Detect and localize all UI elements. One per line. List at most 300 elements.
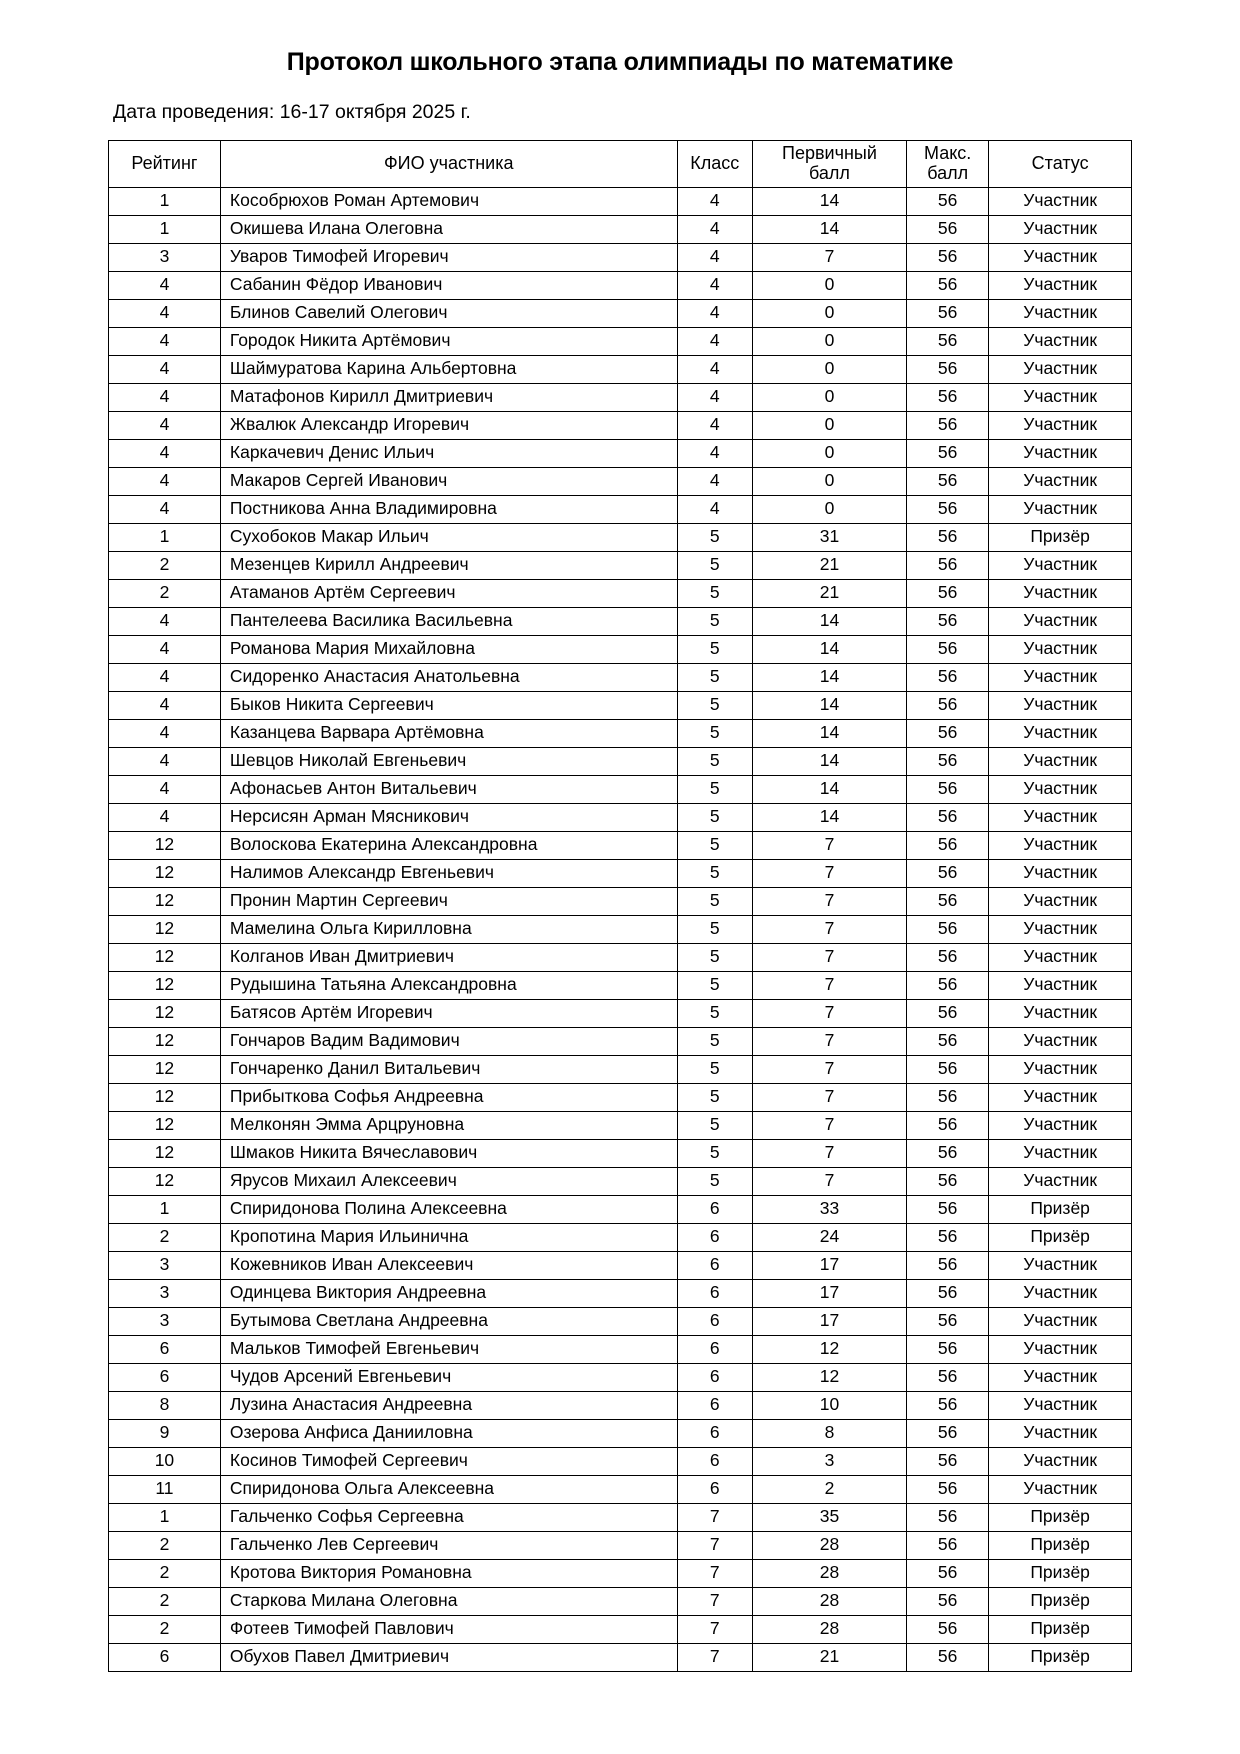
table-row [109, 1615, 1132, 1643]
table-row [109, 971, 1132, 999]
cell-rank: 4 [109, 803, 221, 831]
table-row [109, 1447, 1132, 1475]
cell-max: 56 [907, 1055, 989, 1083]
cell-rank: 2 [109, 1223, 221, 1251]
cell-status: Участник [989, 1335, 1132, 1363]
table-row [109, 775, 1132, 803]
cell-status: Призёр [989, 1223, 1132, 1251]
cell-rank: 2 [109, 579, 221, 607]
cell-grade: 4 [677, 411, 752, 439]
cell-name: Спиридонова Ольга Алексеевна [220, 1475, 677, 1503]
cell-status: Участник [989, 1279, 1132, 1307]
cell-rank: 4 [109, 607, 221, 635]
cell-status: Участник [989, 215, 1132, 243]
cell-name: Сидоренко Анастасия Анатольевна [220, 663, 677, 691]
cell-status: Участник [989, 1447, 1132, 1475]
cell-rank: 1 [109, 187, 221, 215]
cell-name: Нерсисян Арман Мясникович [220, 803, 677, 831]
cell-name: Сабанин Фёдор Иванович [220, 271, 677, 299]
cell-grade: 6 [677, 1223, 752, 1251]
cell-name: Постникова Анна Владимировна [220, 495, 677, 523]
cell-name: Обухов Павел Дмитриевич [220, 1643, 677, 1671]
cell-rank: 12 [109, 1111, 221, 1139]
cell-max: 56 [907, 299, 989, 327]
cell-name: Старкова Милана Олеговна [220, 1587, 677, 1615]
cell-grade: 6 [677, 1391, 752, 1419]
cell-grade: 6 [677, 1335, 752, 1363]
cell-score: 21 [752, 1643, 906, 1671]
cell-score: 17 [752, 1279, 906, 1307]
cell-rank: 12 [109, 999, 221, 1027]
table-row [109, 467, 1132, 495]
cell-score: 0 [752, 327, 906, 355]
cell-grade: 5 [677, 747, 752, 775]
cell-status: Призёр [989, 1503, 1132, 1531]
cell-name: Одинцева Виктория Андреевна [220, 1279, 677, 1307]
table-row [109, 551, 1132, 579]
cell-max: 56 [907, 467, 989, 495]
cell-score: 2 [752, 1475, 906, 1503]
cell-grade: 5 [677, 1167, 752, 1195]
table-row [109, 383, 1132, 411]
cell-rank: 2 [109, 1531, 221, 1559]
cell-grade: 7 [677, 1531, 752, 1559]
cell-status: Участник [989, 719, 1132, 747]
table-row [109, 831, 1132, 859]
cell-score: 28 [752, 1559, 906, 1587]
cell-status: Участник [989, 355, 1132, 383]
cell-rank: 12 [109, 1083, 221, 1111]
table-row [109, 439, 1132, 467]
table-row [109, 1223, 1132, 1251]
cell-rank: 12 [109, 859, 221, 887]
cell-rank: 12 [109, 831, 221, 859]
table-row [109, 859, 1132, 887]
cell-status: Участник [989, 943, 1132, 971]
cell-max: 56 [907, 355, 989, 383]
cell-rank: 4 [109, 775, 221, 803]
cell-status: Участник [989, 243, 1132, 271]
cell-max: 56 [907, 691, 989, 719]
table-row [109, 1195, 1132, 1223]
table-row [109, 887, 1132, 915]
cell-max: 56 [907, 411, 989, 439]
table-row [109, 411, 1132, 439]
cell-rank: 9 [109, 1419, 221, 1447]
cell-status: Участник [989, 187, 1132, 215]
cell-grade: 5 [677, 999, 752, 1027]
table-body [109, 187, 1132, 1671]
cell-rank: 3 [109, 1279, 221, 1307]
cell-score: 7 [752, 915, 906, 943]
table-row [109, 523, 1132, 551]
cell-grade: 5 [677, 1027, 752, 1055]
cell-max: 56 [907, 663, 989, 691]
cell-rank: 4 [109, 271, 221, 299]
cell-grade: 6 [677, 1447, 752, 1475]
cell-name: Налимов Александр Евгеньевич [220, 859, 677, 887]
cell-score: 3 [752, 1447, 906, 1475]
cell-name: Батясов Артём Игоревич [220, 999, 677, 1027]
cell-score: 14 [752, 775, 906, 803]
cell-max: 56 [907, 1391, 989, 1419]
cell-score: 14 [752, 215, 906, 243]
cell-max: 56 [907, 1083, 989, 1111]
cell-name: Гончаренко Данил Витальевич [220, 1055, 677, 1083]
cell-rank: 4 [109, 663, 221, 691]
cell-rank: 12 [109, 1139, 221, 1167]
cell-score: 7 [752, 971, 906, 999]
cell-max: 56 [907, 383, 989, 411]
cell-rank: 3 [109, 1307, 221, 1335]
cell-grade: 7 [677, 1587, 752, 1615]
cell-status: Участник [989, 1475, 1132, 1503]
cell-max: 56 [907, 271, 989, 299]
table-header [109, 141, 1132, 188]
cell-max: 56 [907, 523, 989, 551]
table-row [109, 1027, 1132, 1055]
cell-grade: 4 [677, 467, 752, 495]
column-header-max-line2: балл [927, 162, 969, 183]
table-row [109, 1139, 1132, 1167]
cell-name: Рудышина Татьяна Александровна [220, 971, 677, 999]
cell-name: Шаймуратова Карина Альбертовна [220, 355, 677, 383]
cell-name: Окишева Илана Олеговна [220, 215, 677, 243]
cell-rank: 12 [109, 887, 221, 915]
cell-grade: 5 [677, 1111, 752, 1139]
cell-grade: 6 [677, 1475, 752, 1503]
cell-score: 7 [752, 243, 906, 271]
cell-status: Участник [989, 635, 1132, 663]
cell-grade: 4 [677, 299, 752, 327]
table-row [109, 1643, 1132, 1671]
cell-grade: 4 [677, 215, 752, 243]
cell-name: Романова Мария Михайловна [220, 635, 677, 663]
cell-status: Участник [989, 691, 1132, 719]
cell-name: Каркачевич Денис Ильич [220, 439, 677, 467]
cell-score: 14 [752, 719, 906, 747]
cell-status: Участник [989, 1307, 1132, 1335]
table-row [109, 747, 1132, 775]
cell-max: 56 [907, 495, 989, 523]
cell-rank: 1 [109, 523, 221, 551]
cell-max: 56 [907, 579, 989, 607]
table-row [109, 1307, 1132, 1335]
cell-score: 0 [752, 411, 906, 439]
table-row [109, 327, 1132, 355]
cell-score: 0 [752, 439, 906, 467]
cell-rank: 2 [109, 1615, 221, 1643]
cell-name: Ярусов Михаил Алексеевич [220, 1167, 677, 1195]
cell-score: 7 [752, 999, 906, 1027]
cell-status: Участник [989, 1027, 1132, 1055]
cell-score: 0 [752, 495, 906, 523]
table-row [109, 1559, 1132, 1587]
cell-status: Участник [989, 411, 1132, 439]
cell-rank: 2 [109, 1559, 221, 1587]
cell-name: Шевцов Николай Евгеньевич [220, 747, 677, 775]
cell-status: Участник [989, 1083, 1132, 1111]
cell-grade: 6 [677, 1251, 752, 1279]
cell-score: 14 [752, 187, 906, 215]
cell-score: 0 [752, 271, 906, 299]
cell-status: Призёр [989, 1531, 1132, 1559]
cell-rank: 4 [109, 411, 221, 439]
cell-status: Участник [989, 663, 1132, 691]
cell-rank: 3 [109, 1251, 221, 1279]
table-row [109, 607, 1132, 635]
cell-max: 56 [907, 1475, 989, 1503]
cell-score: 35 [752, 1503, 906, 1531]
cell-rank: 6 [109, 1335, 221, 1363]
table-row [109, 1251, 1132, 1279]
column-header-grade: Класс [677, 141, 752, 188]
cell-grade: 4 [677, 243, 752, 271]
cell-max: 56 [907, 439, 989, 467]
cell-score: 14 [752, 803, 906, 831]
table-row [109, 691, 1132, 719]
cell-max: 56 [907, 1503, 989, 1531]
table-row [109, 1419, 1132, 1447]
cell-score: 12 [752, 1335, 906, 1363]
cell-name: Городок Никита Артёмович [220, 327, 677, 355]
cell-name: Гальченко Софья Сергеевна [220, 1503, 677, 1531]
cell-status: Участник [989, 915, 1132, 943]
cell-max: 56 [907, 1307, 989, 1335]
cell-score: 28 [752, 1531, 906, 1559]
cell-rank: 4 [109, 719, 221, 747]
cell-name: Сухобоков Макар Ильич [220, 523, 677, 551]
cell-score: 14 [752, 691, 906, 719]
table-row [109, 495, 1132, 523]
cell-status: Участник [989, 467, 1132, 495]
cell-name: Жвалюк Александр Игоревич [220, 411, 677, 439]
cell-status: Участник [989, 327, 1132, 355]
cell-rank: 6 [109, 1643, 221, 1671]
cell-grade: 5 [677, 691, 752, 719]
cell-rank: 4 [109, 635, 221, 663]
cell-name: Косинов Тимофей Сергеевич [220, 1447, 677, 1475]
cell-status: Участник [989, 271, 1132, 299]
cell-score: 7 [752, 1083, 906, 1111]
cell-name: Атаманов Артём Сергеевич [220, 579, 677, 607]
cell-score: 14 [752, 607, 906, 635]
cell-grade: 7 [677, 1643, 752, 1671]
cell-status: Участник [989, 1391, 1132, 1419]
cell-status: Призёр [989, 523, 1132, 551]
cell-score: 14 [752, 663, 906, 691]
cell-grade: 5 [677, 523, 752, 551]
event-date-line: Дата проведения: 16-17 октября 2025 г. [113, 101, 471, 123]
cell-score: 7 [752, 1167, 906, 1195]
cell-status: Участник [989, 803, 1132, 831]
page-title: Протокол школьного этапа олимпиады по математике [286, 48, 954, 76]
table-row [109, 943, 1132, 971]
cell-score: 7 [752, 831, 906, 859]
cell-status: Призёр [989, 1643, 1132, 1671]
cell-name: Гончаров Вадим Вадимович [220, 1027, 677, 1055]
cell-name: Макаров Сергей Иванович [220, 467, 677, 495]
cell-name: Мамелина Ольга Кирилловна [220, 915, 677, 943]
results-table [108, 140, 1132, 1672]
cell-score: 21 [752, 551, 906, 579]
cell-name: Прибыткова Софья Андреевна [220, 1083, 677, 1111]
cell-score: 0 [752, 383, 906, 411]
cell-grade: 4 [677, 439, 752, 467]
cell-rank: 12 [109, 915, 221, 943]
cell-name: Кротова Виктория Романовна [220, 1559, 677, 1587]
cell-rank: 4 [109, 691, 221, 719]
cell-max: 56 [907, 719, 989, 747]
cell-grade: 6 [677, 1419, 752, 1447]
cell-rank: 12 [109, 1055, 221, 1083]
cell-rank: 3 [109, 243, 221, 271]
cell-max: 56 [907, 551, 989, 579]
cell-status: Участник [989, 1419, 1132, 1447]
cell-rank: 12 [109, 1027, 221, 1055]
cell-name: Пронин Мартин Сергеевич [220, 887, 677, 915]
cell-rank: 12 [109, 1167, 221, 1195]
cell-max: 56 [907, 1587, 989, 1615]
cell-name: Мезенцев Кирилл Андреевич [220, 551, 677, 579]
cell-grade: 5 [677, 971, 752, 999]
table-row [109, 1363, 1132, 1391]
cell-name: Быков Никита Сергеевич [220, 691, 677, 719]
cell-grade: 7 [677, 1503, 752, 1531]
cell-status: Участник [989, 747, 1132, 775]
table-row [109, 1083, 1132, 1111]
cell-max: 56 [907, 1167, 989, 1195]
cell-grade: 5 [677, 803, 752, 831]
table-row [109, 999, 1132, 1027]
cell-max: 56 [907, 1139, 989, 1167]
cell-score: 24 [752, 1223, 906, 1251]
cell-max: 56 [907, 187, 989, 215]
table-header-row [109, 141, 1132, 188]
cell-max: 56 [907, 635, 989, 663]
cell-rank: 2 [109, 1587, 221, 1615]
cell-max: 56 [907, 1195, 989, 1223]
table-row [109, 915, 1132, 943]
cell-score: 28 [752, 1615, 906, 1643]
cell-grade: 6 [677, 1279, 752, 1307]
cell-status: Участник [989, 299, 1132, 327]
cell-max: 56 [907, 775, 989, 803]
cell-status: Призёр [989, 1195, 1132, 1223]
cell-max: 56 [907, 887, 989, 915]
cell-max: 56 [907, 1643, 989, 1671]
cell-score: 33 [752, 1195, 906, 1223]
cell-grade: 7 [677, 1615, 752, 1643]
cell-score: 31 [752, 523, 906, 551]
table-row [109, 271, 1132, 299]
cell-grade: 4 [677, 327, 752, 355]
cell-status: Участник [989, 1055, 1132, 1083]
table-row [109, 299, 1132, 327]
cell-rank: 4 [109, 747, 221, 775]
table-row [109, 1279, 1132, 1307]
cell-grade: 6 [677, 1307, 752, 1335]
cell-rank: 12 [109, 943, 221, 971]
cell-max: 56 [907, 215, 989, 243]
cell-rank: 4 [109, 467, 221, 495]
cell-max: 56 [907, 1111, 989, 1139]
cell-max: 56 [907, 747, 989, 775]
cell-grade: 5 [677, 887, 752, 915]
cell-name: Пантелеева Василика Васильевна [220, 607, 677, 635]
cell-name: Казанцева Варвара Артёмовна [220, 719, 677, 747]
cell-status: Участник [989, 495, 1132, 523]
cell-name: Волоскова Екатерина Александровна [220, 831, 677, 859]
cell-max: 56 [907, 1419, 989, 1447]
cell-score: 7 [752, 1139, 906, 1167]
cell-status: Участник [989, 999, 1132, 1027]
cell-grade: 4 [677, 495, 752, 523]
table-row [109, 1391, 1132, 1419]
cell-score: 7 [752, 859, 906, 887]
cell-max: 56 [907, 803, 989, 831]
cell-grade: 5 [677, 579, 752, 607]
table-row [109, 1503, 1132, 1531]
cell-score: 0 [752, 355, 906, 383]
table-row [109, 719, 1132, 747]
cell-score: 21 [752, 579, 906, 607]
cell-grade: 5 [677, 915, 752, 943]
cell-rank: 4 [109, 299, 221, 327]
cell-max: 56 [907, 831, 989, 859]
cell-max: 56 [907, 1223, 989, 1251]
table-row [109, 243, 1132, 271]
column-header-rank: Рейтинг [109, 141, 221, 188]
cell-max: 56 [907, 1559, 989, 1587]
cell-name: Лузина Анастасия Андреевна [220, 1391, 677, 1419]
cell-score: 14 [752, 635, 906, 663]
cell-grade: 5 [677, 1139, 752, 1167]
cell-status: Призёр [989, 1587, 1132, 1615]
cell-grade: 4 [677, 271, 752, 299]
cell-status: Участник [989, 1251, 1132, 1279]
cell-status: Участник [989, 439, 1132, 467]
column-header-status: Статус [989, 141, 1132, 188]
cell-max: 56 [907, 859, 989, 887]
cell-rank: 12 [109, 971, 221, 999]
cell-score: 8 [752, 1419, 906, 1447]
cell-max: 56 [907, 1251, 989, 1279]
table-row [109, 215, 1132, 243]
cell-max: 56 [907, 1363, 989, 1391]
cell-grade: 4 [677, 355, 752, 383]
cell-max: 56 [907, 971, 989, 999]
cell-status: Участник [989, 775, 1132, 803]
cell-score: 7 [752, 1027, 906, 1055]
table-row [109, 663, 1132, 691]
column-header-name: ФИО участника [220, 141, 677, 188]
cell-status: Участник [989, 887, 1132, 915]
column-header-score [752, 141, 906, 188]
cell-grade: 5 [677, 831, 752, 859]
cell-max: 56 [907, 1531, 989, 1559]
cell-grade: 6 [677, 1195, 752, 1223]
cell-grade: 5 [677, 1083, 752, 1111]
cell-rank: 1 [109, 1195, 221, 1223]
cell-status: Участник [989, 1139, 1132, 1167]
cell-name: Шмаков Никита Вячеславович [220, 1139, 677, 1167]
cell-max: 56 [907, 1027, 989, 1055]
cell-max: 56 [907, 1615, 989, 1643]
cell-rank: 2 [109, 551, 221, 579]
column-header-score-line2: балл [809, 162, 850, 183]
cell-score: 14 [752, 747, 906, 775]
